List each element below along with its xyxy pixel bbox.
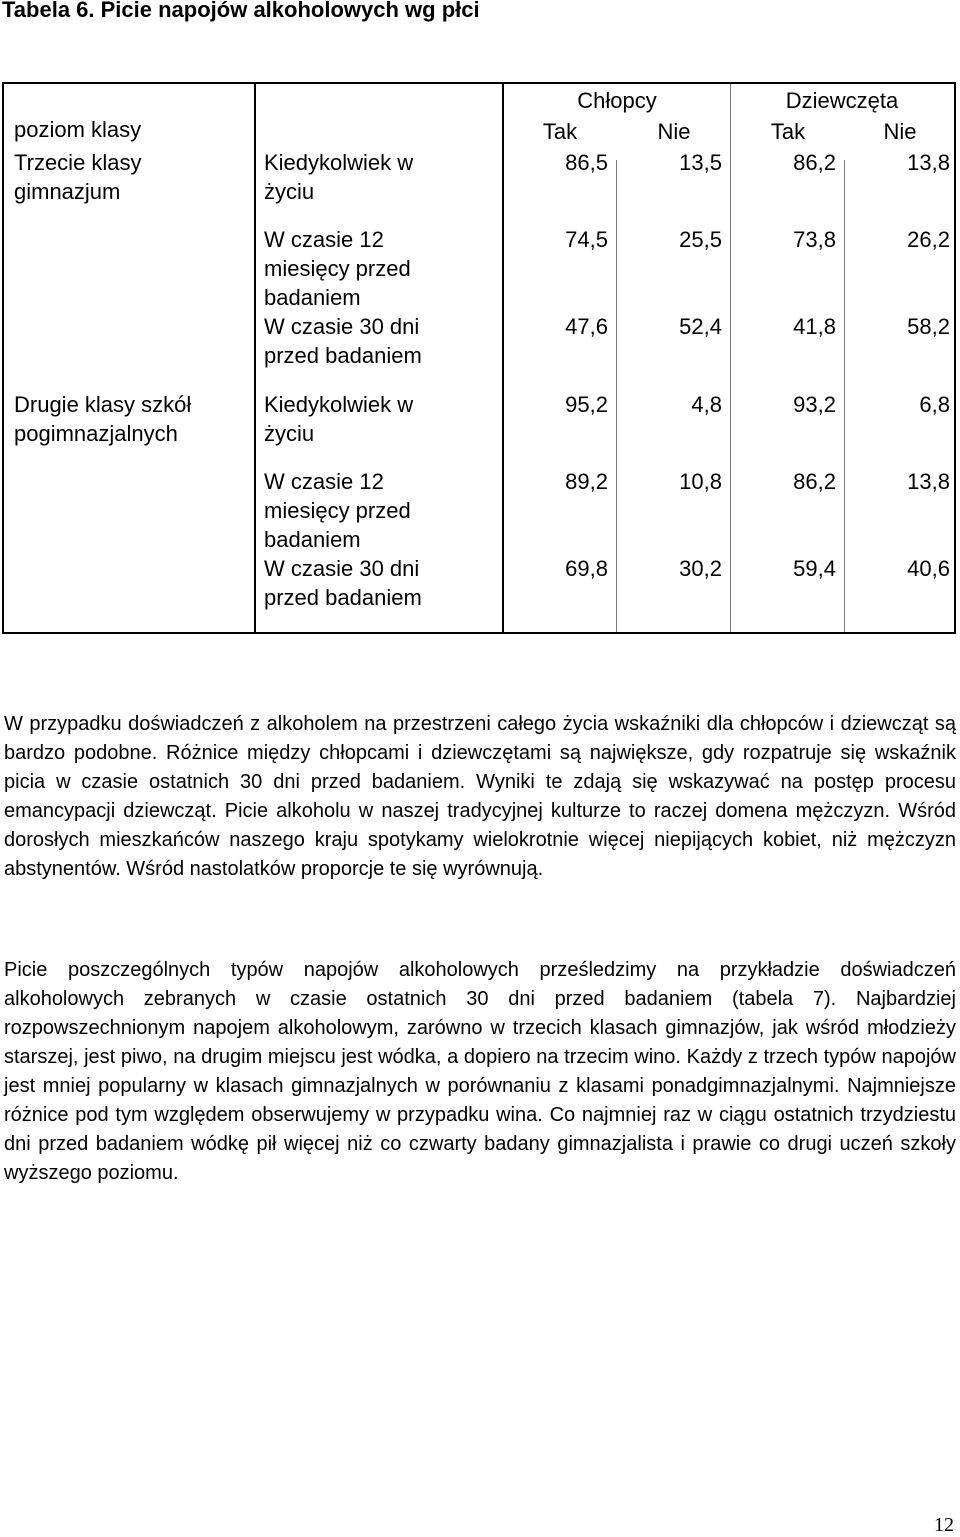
value-girls-yes: 86,2: [793, 150, 836, 175]
value-girls-yes: 41,8: [793, 314, 836, 339]
value-girls-yes: 59,4: [793, 556, 836, 581]
value-girls-yes: 73,8: [793, 227, 836, 252]
period-label: Kiedykolwiek w: [264, 150, 414, 175]
alcohol-by-gender-table: [2, 82, 956, 634]
period-label: W czasie 12: [264, 227, 384, 252]
period-label: życiu: [264, 421, 315, 446]
period-label: Kiedykolwiek w: [264, 392, 414, 417]
header-boys: Chłopcy: [577, 88, 657, 113]
value-boys-no: 30,2: [679, 556, 722, 581]
level-label: Drugie klasy szkół: [14, 392, 192, 417]
value-boys-no: 52,4: [679, 314, 722, 339]
value-girls-no: 58,2: [907, 314, 950, 339]
body-paragraph: W przypadku doświadczeń z alkoholem na przestrzeni całego życia wskaźniki dla chłopców i dziewcząt są bardzo podobne. Różnice między chłopcami i dziewczętami są największe, gdy rozpatruje się wskaźnik picia w czasie ostatnich 30 dni przed badaniem. Wyniki te zdają się wskazywać na postęp procesu emancypacji dziewcząt. Picie alkoholu w naszej tradycyjnej kulturze to raczej domena mężczyzn. Wśród dorosłych mieszkańców naszego kraju spotykamy wielokrotnie więcej niepijących kobiet, niż mężczyzn abstynentów. Wśród nastolatków proporcje te się wyrównują.: [4, 713, 956, 880]
table-divider-girls-yes-no: [844, 160, 845, 632]
value-boys-no: 10,8: [679, 469, 722, 494]
value-boys-no: 13,5: [679, 150, 722, 175]
value-girls-no: 13,8: [907, 469, 950, 494]
level-label: Trzecie klasy: [14, 150, 142, 175]
period-label: przed badaniem: [264, 343, 422, 368]
period-label: przed badaniem: [264, 585, 422, 610]
page-number: 12: [934, 1514, 954, 1536]
value-boys-yes: 69,8: [565, 556, 608, 581]
header-boys-no: Nie: [657, 119, 691, 144]
table-divider-level: [254, 84, 256, 632]
value-girls-yes: 86,2: [793, 469, 836, 494]
value-boys-no: 25,5: [679, 227, 722, 252]
period-label: badaniem: [264, 527, 361, 552]
header-girls-yes: Tak: [770, 119, 806, 144]
body-paragraph: Picie poszczególnych typów napojów alkoholowych prześledzimy na przykładzie doświadczeń alkoholowych zebranych w czasie ostatnich 30 dni przed badaniem (tabela 7). Najbardziej rozpowszechnionym napojem alkoholowym, zarówno w trzecich klasach gimnazjów, jak wśród młodzieży starszej, jest piwo, na drugim miejscu jest wódka, a dopiero na trzecim wino. Każdy z trzech typów napojów jest mniej popularny w klasach gimnazjalnych w porównaniu z klasami ponadgimnazjalnymi. Najmniejsze różnice pod tym względem obserwujemy w przypadku wina. Co najmniej raz w ciągu ostatnich trzydziestu dni przed badaniem wódkę pił więcej niż co czwarty badany gimnazjalista i prawie co drugi uczeń szkoły wyższego poziomu.: [4, 959, 956, 1184]
period-label: W czasie 12: [264, 469, 384, 494]
level-label: pogimnazjalnych: [14, 421, 178, 446]
value-boys-yes: 95,2: [565, 392, 608, 417]
period-label: badaniem: [264, 285, 361, 310]
table-divider-gender: [730, 84, 731, 632]
value-boys-yes: 47,6: [565, 314, 608, 339]
value-girls-no: 6,8: [919, 392, 950, 417]
period-label: W czasie 30 dni: [264, 314, 420, 339]
period-label: W czasie 30 dni: [264, 556, 420, 581]
value-girls-yes: 93,2: [793, 392, 836, 417]
period-label: miesięcy przed: [264, 498, 411, 523]
value-girls-no: 13,8: [907, 150, 950, 175]
value-boys-no: 4,8: [691, 392, 722, 417]
value-girls-no: 40,6: [907, 556, 950, 581]
table-divider-boys-yes-no: [616, 160, 617, 632]
value-girls-no: 26,2: [907, 227, 950, 252]
header-level: poziom klasy: [14, 117, 142, 142]
level-label: gimnazjum: [14, 179, 121, 204]
header-boys-yes: Tak: [542, 119, 578, 144]
period-label: życiu: [264, 179, 315, 204]
value-boys-yes: 86,5: [565, 150, 608, 175]
period-label: miesięcy przed: [264, 256, 411, 281]
value-boys-yes: 89,2: [565, 469, 608, 494]
header-girls-no: Nie: [883, 119, 917, 144]
table-title: Tabela 6. Picie napojów alkoholowych wg płci: [2, 0, 480, 22]
header-girls: Dziewczęta: [785, 88, 899, 113]
value-boys-yes: 74,5: [565, 227, 608, 252]
